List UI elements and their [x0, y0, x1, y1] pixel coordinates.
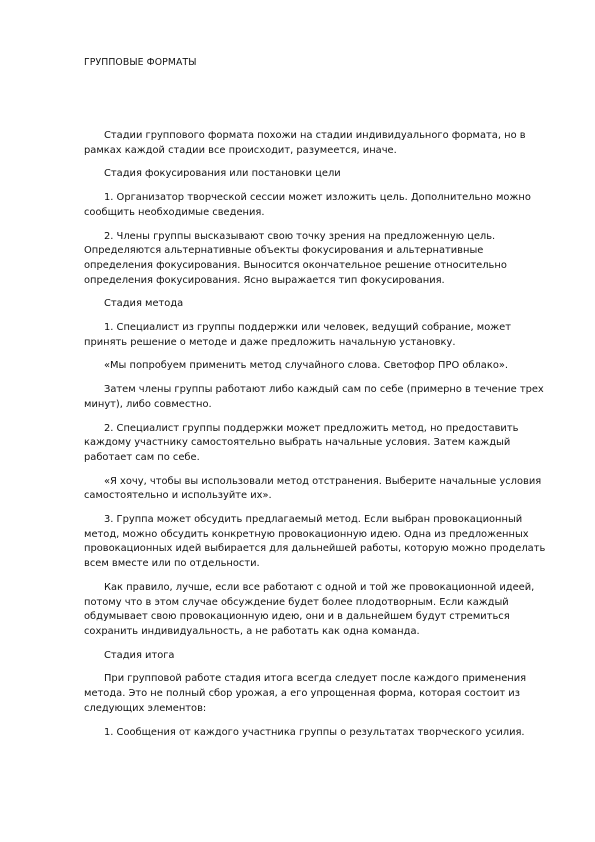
document-title: ГРУППОВЫЕ ФОРМАТЫ	[84, 57, 197, 68]
section-heading-focus: Стадия фокусирования или постановки цели	[104, 168, 341, 180]
paragraph-intro: Стадии группового формата похожи на стадии индивидуального формата, но в рамках каждой стадии все происходит, разумеется, иначе.	[84, 130, 526, 156]
paragraph-focus-1: 1. Организатор творческой сессии может изложить цель. Дополнительно можно сообщить необходимые сведения.	[84, 192, 531, 218]
paragraph-summary: При групповой работе стадия итога всегда следует после каждого применения метода. Это не полный сбор урожая, а его упрощенная форма, которая состоит из следующих элементов:	[84, 673, 527, 714]
paragraph-method-3: 3. Группа может обсудить предлагаемый метод. Если выбран провокационный метод, можно обсудить конкретную провокационную идею. Одна из предложенных провокационных идей выбирается для дальнейшей работы, которую можно проделать всем вместе или по отдельности.	[84, 514, 546, 570]
document-body	[84, 129, 554, 749]
paragraph-method-note: Как правило, лучше, если все работают с одной и той же провокационной идеей, потому что в этом случае обсуждение будет более плодотворным. Если каждый обдумывает свою провокационную идею, они и в дальнейшем будут стремиться сохранить индивидуальность, а не работать как одна команда.	[84, 581, 535, 637]
paragraph-method-work: Затем члены группы работают либо каждый сам по себе (примерно в течение трех минут), либо совместно.	[84, 384, 544, 410]
section-heading-method: Стадия метода	[104, 298, 184, 310]
paragraph-method-2: 2. Специалист группы поддержки может предложить метод, но предоставить каждому участнику самостоятельно выбрать начальные условия. Затем каждый работает сам по себе.	[84, 422, 519, 463]
paragraph-summary-1: 1. Сообщения от каждого участника группы о результатах творческого усилия.	[104, 726, 525, 738]
paragraph-focus-2: 2. Члены группы высказывают свою точку зрения на предложенную цель. Определяются альтернативные объекты фокусирования и альтернативные определения фокусирования. Выносится окончательное решение относительно определения фокусирования. Ясно выражается тип фокусирования.	[84, 230, 507, 286]
quote-random-word: «Мы попробуем применить метод случайного слова. Светофор ПРО облако».	[104, 360, 509, 372]
section-heading-summary: Стадия итога	[104, 649, 175, 661]
quote-detachment: «Я хочу, чтобы вы использовали метод отстранения. Выберите начальные условия самостоятельно и используйте их».	[84, 475, 542, 502]
paragraph-method-1: 1. Специалист из группы поддержки или человек, ведущий собрание, может принять решение о методе и даже предложить начальную установку.	[84, 322, 511, 348]
